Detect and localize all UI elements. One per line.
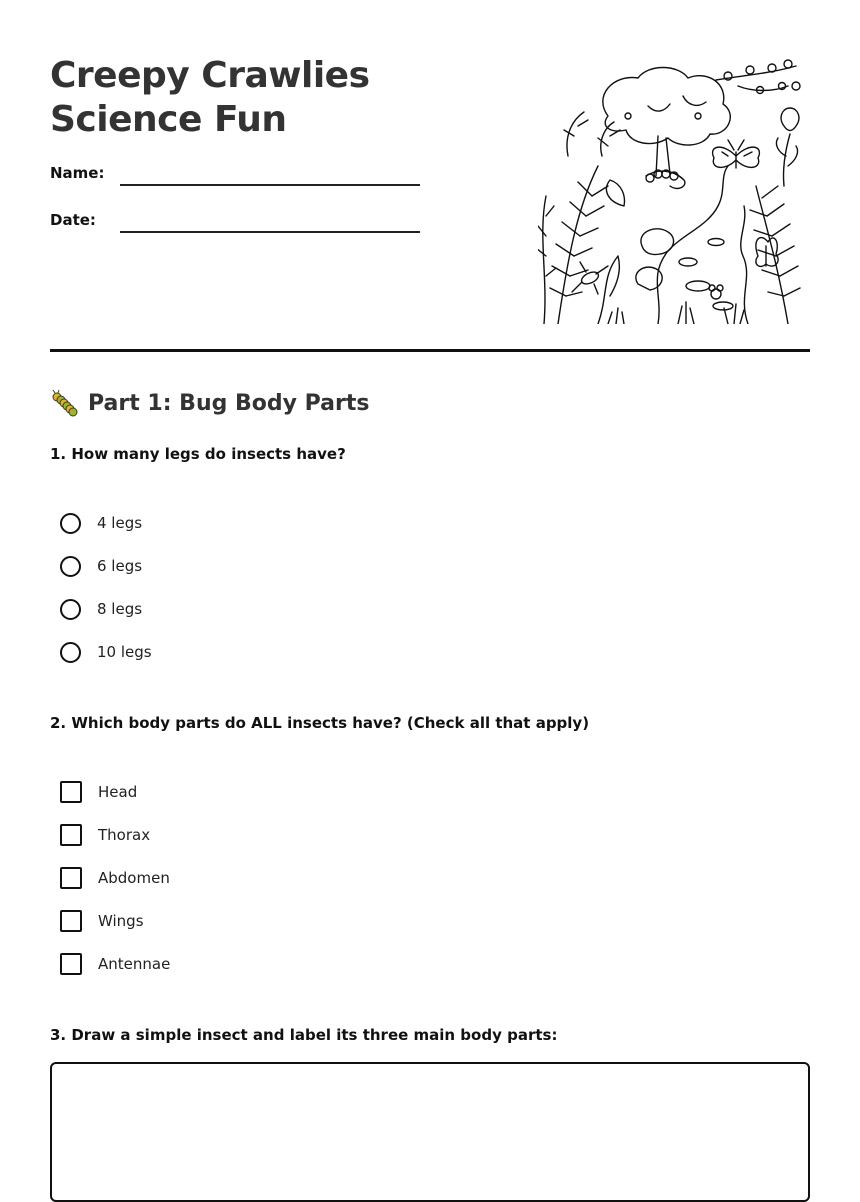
garden-illustration — [538, 56, 806, 324]
caterpillar-icon — [50, 388, 80, 418]
name-field — [50, 164, 420, 188]
q2-option-label: Thorax — [98, 826, 151, 844]
q2-option-label: Head — [98, 783, 138, 801]
q2-option-label: Wings — [98, 912, 144, 930]
header-divider — [50, 349, 810, 352]
q1-option[interactable] — [60, 553, 142, 579]
q2-option[interactable] — [60, 822, 150, 848]
q2-checkbox[interactable] — [60, 910, 82, 932]
worksheet-header — [50, 54, 810, 329]
q2-checkbox[interactable] — [60, 867, 82, 889]
q2-option-label: Abdomen — [98, 869, 170, 887]
q2-option[interactable] — [60, 779, 137, 805]
part1-heading — [50, 386, 369, 420]
q1-radio[interactable] — [60, 599, 81, 620]
q1-option[interactable] — [60, 596, 142, 622]
q1-option-label: 6 legs — [97, 557, 143, 575]
question-1: 1. How many legs do insects have? — [50, 445, 346, 463]
q1-option[interactable] — [60, 510, 142, 536]
worksheet-page — [50, 0, 810, 1161]
q1-option-label: 8 legs — [97, 600, 143, 618]
q1-radio[interactable] — [60, 513, 81, 534]
q1-option-label: 4 legs — [97, 514, 143, 532]
q1-option[interactable] — [60, 639, 152, 665]
q2-checkbox[interactable] — [60, 824, 82, 846]
date-field — [50, 211, 420, 235]
q2-option[interactable] — [60, 865, 170, 891]
part1-title: Part 1: Bug Body Parts — [88, 390, 370, 416]
q2-option-label: Antennae — [98, 955, 171, 973]
q2-option[interactable] — [60, 951, 170, 977]
q1-radio[interactable] — [60, 642, 81, 663]
q2-checkbox[interactable] — [60, 781, 82, 803]
q1-radio[interactable] — [60, 556, 81, 577]
name-write-line[interactable] — [120, 184, 420, 186]
date-write-line[interactable] — [120, 231, 420, 233]
name-label: Name: — [50, 164, 105, 182]
drawing-area[interactable] — [50, 1062, 810, 1202]
question-2: 2. Which body parts do ALL insects have? (Check all that apply) — [50, 714, 590, 732]
worksheet-title: Creepy Crawlies Science Fun — [50, 55, 370, 140]
q2-option[interactable] — [60, 908, 144, 934]
q1-option-label: 10 legs — [97, 643, 152, 661]
date-label: Date: — [50, 211, 96, 229]
question-3: 3. Draw a simple insect and label its three main body parts: — [50, 1026, 558, 1044]
q2-checkbox[interactable] — [60, 953, 82, 975]
tree-canopy — [603, 68, 730, 146]
